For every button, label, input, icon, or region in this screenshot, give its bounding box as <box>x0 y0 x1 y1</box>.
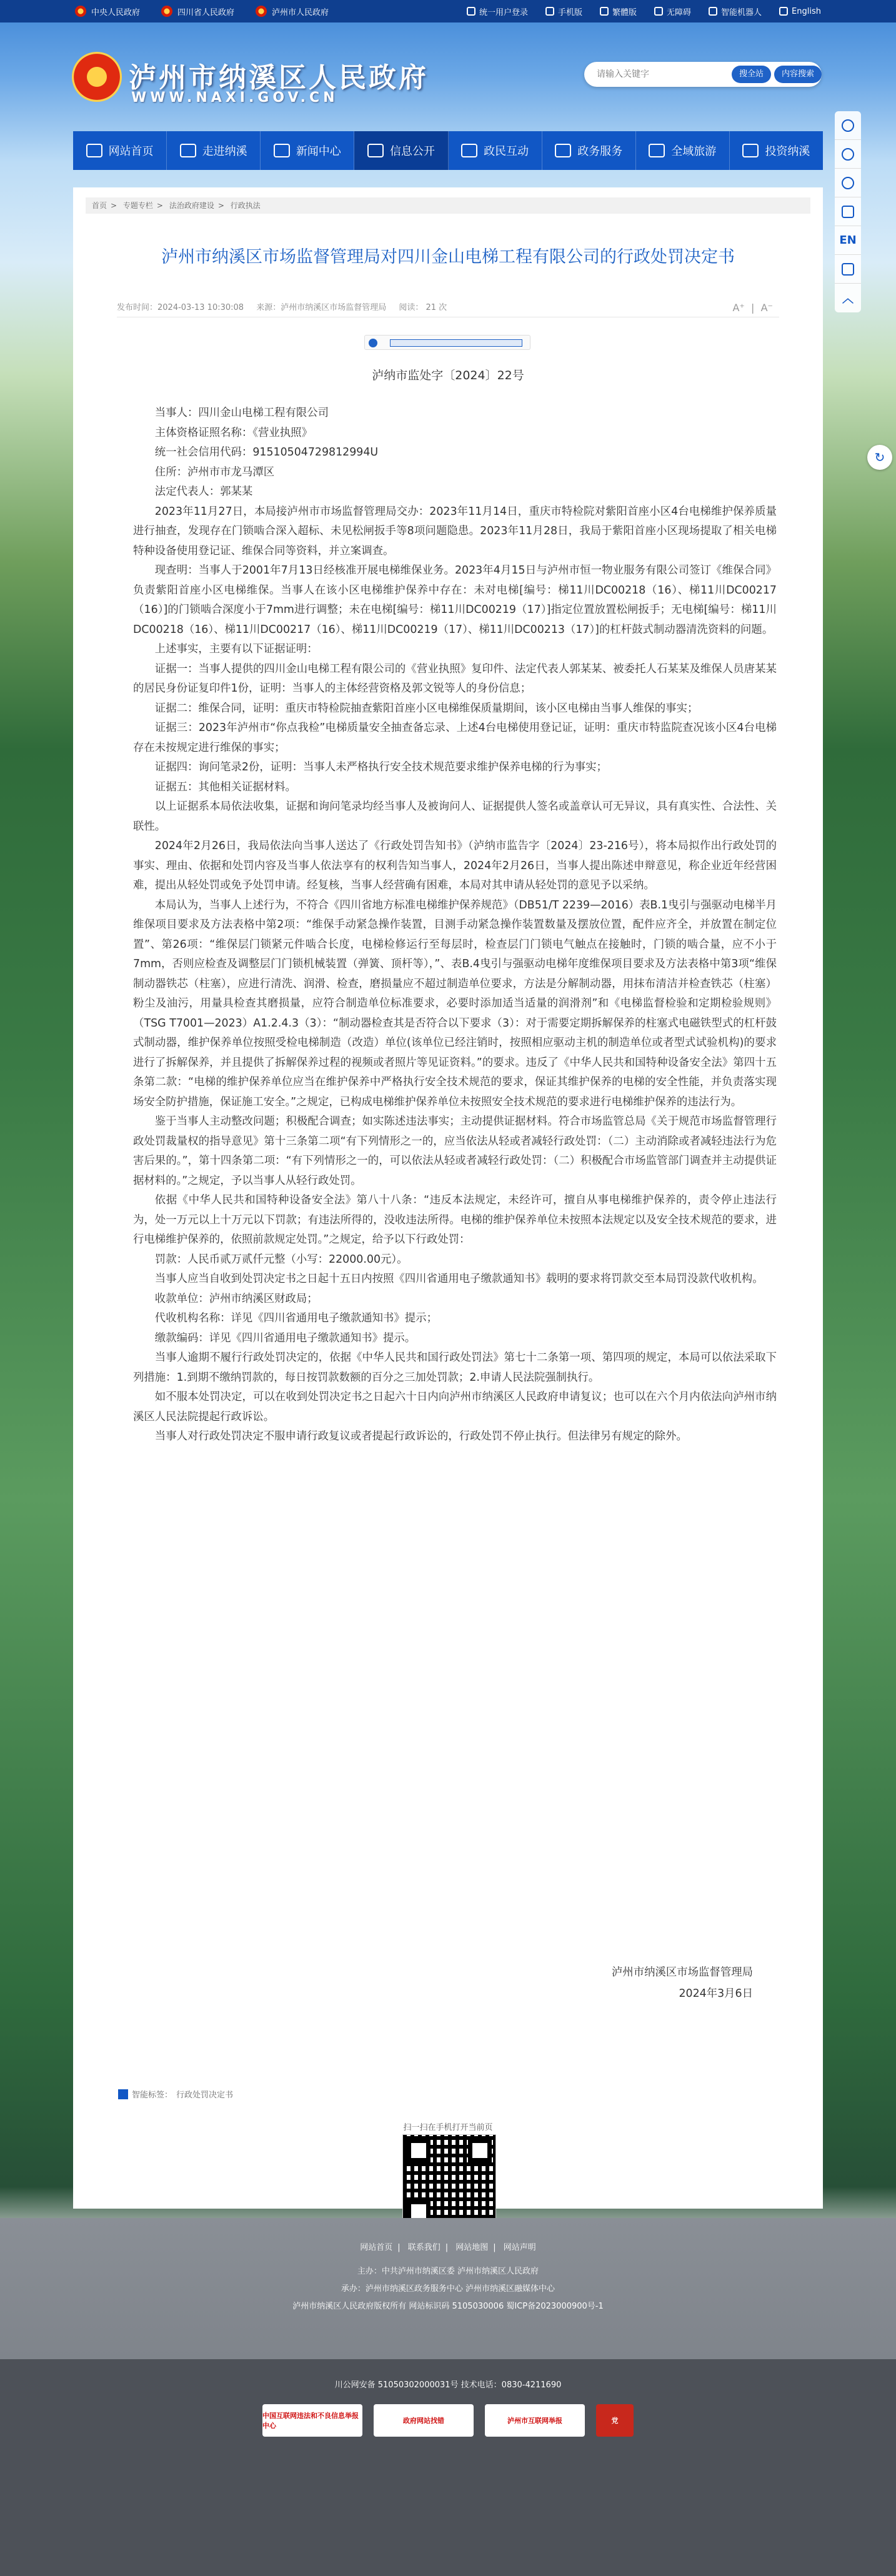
tag-icon <box>118 2089 128 2099</box>
footer-organizer: 承办：泸州市纳溪区政务服务中心 泸州市纳溪区融媒体中心 <box>341 2284 555 2294</box>
signature-block <box>612 1962 753 2004</box>
top-bar <box>0 0 896 22</box>
footer-lower <box>0 2359 896 2576</box>
traditional-icon <box>600 7 609 16</box>
qr-finder <box>468 2139 492 2162</box>
article-paragraph: 现查明：当事人于2001年7月13日经核准开展电梯维保业务。2023年4月15日与泸州市恒一物业服务有限公司签订《维保合同》负责紫阳首座小区电梯维保。当事人在该小区电梯维护保养中存在：未对电梯[编号：梯11川DC00218（16）、梯11川DC00217（16）]的门锁啮合深度小于7mm进行调整；未在电梯[编号：梯11川DC00219（17）]指定位置放置松闸扳手；无电梯[编号：梯11川DC00218（16）、梯11川DC00217（16）、梯11川DC00219（17）、梯11川DC00213（17）]的杠杆鼓式制动器清洗资料的问题。 <box>133 564 777 636</box>
footer-statement-link[interactable]: 网站声明 <box>503 2243 536 2252</box>
article-paragraph: 统一社会信用代码：91510504729812994U <box>154 446 379 459</box>
book-icon <box>367 144 384 157</box>
article-paragraph: 代收机构名称：详见《四川省通用电子缴款通知书》提示； <box>154 1312 437 1325</box>
luzhou-report-badge[interactable]: 泸州市互联网举报 <box>485 2404 585 2437</box>
breadcrumb-law[interactable]: 法治政府建设 <box>169 201 214 210</box>
wechat-icon <box>842 119 854 132</box>
english-button[interactable]: EN <box>835 226 861 255</box>
nav-services[interactable]: 政务服务 <box>542 131 636 170</box>
phone-icon <box>545 7 554 16</box>
article-title: 泸州市纳溪区市场监督管理局对四川金山电梯工程有限公司的行政处罚决定书 <box>161 247 735 267</box>
article-paragraph: 主体资格证照名称：《营业执照》 <box>154 426 312 439</box>
article-paragraph: 证据三：2023年泸州市“你点我检”电梯质量安全抽查备忘录、上述4台电梯使用登记证，证明：重庆市特监院查况该小区4台电梯存在未按规定进行维保的事实； <box>133 722 777 754</box>
english-link[interactable]: English <box>779 7 821 16</box>
article-body <box>133 404 777 1447</box>
footer-sitemap-link[interactable]: 网站地图 <box>455 2243 489 2252</box>
login-link[interactable]: 统一用户登录 <box>467 6 528 17</box>
audio-progress-bar[interactable] <box>390 339 522 347</box>
smart-tags: 智能标签： 行政处罚决定书 <box>118 2088 233 2100</box>
article-paragraph: 鉴于当事人主动整改问题；积极配合调查；如实陈述违法事实；主动提供证据材料。符合市场监管总局《关于规范市场监督管理行政处罚裁量权的指导意见》第十三条第二项“有下列情形之一的，应当依法从轻或者减轻行政处罚：（二）主动消除或者减轻违法行为危害后果的。”，第十四条第二项：“有下列情形之一的，可以依法从轻或者减轻行政处罚：（二）积极配合市场监管部门调查并主动提供证据材料的。”之规定，予以当事人从轻行政处罚。 <box>133 1115 777 1187</box>
document-number: 泸纳市监处字〔2024〕22号 <box>372 369 524 382</box>
breadcrumb-topics[interactable]: 专题专栏 <box>122 201 153 210</box>
footer-links: 网站首页 | 联系我们 | 网站地图 | 网站声明 <box>360 2243 536 2252</box>
footer-contact-link[interactable]: 联系我们 <box>407 2243 441 2252</box>
refresh-icon: ↻ <box>874 450 885 465</box>
phone-icon <box>842 206 854 218</box>
article-paragraph: 当事人应当自收到处罚决定书之日起十五日内按照《四川省通用电子缴款通知书》载明的要求将罚款交至本局罚没款代收机构。 <box>154 1273 764 1285</box>
article-paragraph: 证据四：询问笔录2份，证明：当事人未严格执行安全技术规范要求维护保养电梯的行为事实； <box>154 761 607 773</box>
user-icon <box>467 7 475 16</box>
sign-org: 泸州市纳溪区市场监督管理局 <box>611 1966 753 1979</box>
article-meta: 发布时间：2024-03-13 10:30:08 来源：泸州市纳溪区市场监督管理局 阅读： 21 次 A⁺ | A⁻ <box>117 299 779 317</box>
national-emblem-icon <box>74 54 120 100</box>
nav-news[interactable]: 新闻中心 <box>261 131 354 170</box>
mobile-button[interactable] <box>835 197 861 226</box>
font-larger-button[interactable]: A⁺ <box>732 302 745 314</box>
breadcrumb-home[interactable]: 首页 <box>92 201 107 210</box>
site-domain: WWW.NAXI.GOV.CN <box>131 90 339 106</box>
mobile-link[interactable]: 手机版 <box>545 6 582 17</box>
weibo-icon <box>842 148 854 161</box>
official-account-button[interactable] <box>835 169 861 197</box>
article-paragraph: 当事人：四川金山电梯工程有限公司 <box>154 407 329 419</box>
link-sichuan-gov[interactable]: 四川省人民政府 <box>161 6 234 17</box>
footer-home-link[interactable]: 网站首页 <box>360 2243 393 2252</box>
article-paragraph: 2024年2月26日，我局依法向当事人送达了《行政处罚告知书》（泸纳市监告字〔2024〕23-216号），将本局拟作出行政处罚的事实、理由、依据和处罚内容及当事人依法享有的权利告知当事人，2024年2月26日，当事人提出陈述申辩意见，称企业近年经营困难，提出从轻处罚或免予处罚申请。经复核，当事人经营确有困难，本局对其申请从轻处罚的意见予以采纳。 <box>133 840 777 892</box>
article-paragraph: 收款单位：泸州市纳溪区财政局； <box>154 1292 318 1305</box>
emblem-icon <box>256 6 267 17</box>
article-paragraph: 缴款编码：详见《四川省通用电子缴款通知书》提示。 <box>154 1331 416 1345</box>
home-icon <box>86 144 102 157</box>
search-box <box>584 62 822 87</box>
podcast-icon <box>842 177 854 189</box>
traditional-link[interactable]: 繁體版 <box>600 6 637 17</box>
accessibility-link[interactable]: 无障碍 <box>654 6 691 17</box>
nav-invest[interactable]: 投资纳溪 <box>730 131 823 170</box>
link-luzhou-gov[interactable]: 泸州市人民政府 <box>256 6 329 17</box>
main-nav <box>73 131 823 170</box>
footer-police-record[interactable]: 川公网安备 51050302000031号 技术电话：0830-4211690 <box>334 2380 562 2390</box>
emblem-icon <box>75 6 86 17</box>
report-center-badge[interactable]: 中国互联网违法和不良信息举报中心 <box>262 2404 362 2437</box>
accessibility-icon <box>654 7 663 16</box>
nav-info-public[interactable]: 信息公开 <box>354 131 448 170</box>
link-central-gov[interactable]: 中央人民政府 <box>75 6 140 17</box>
print-button[interactable] <box>835 255 861 284</box>
building-icon <box>180 144 196 157</box>
gov-error-badge[interactable]: 政府网站找错 <box>374 2404 474 2437</box>
accessibility-float-button[interactable] <box>867 445 892 470</box>
breadcrumb: 首页 > 专题专栏 > 法治政府建设 > 行政执法 <box>86 197 810 214</box>
robot-icon <box>709 7 717 16</box>
play-icon[interactable] <box>369 339 377 347</box>
party-badge[interactable]: 党 <box>596 2404 634 2437</box>
search-input[interactable] <box>595 67 733 82</box>
wechat-button[interactable] <box>835 111 861 140</box>
nav-tourism[interactable]: 全域旅游 <box>636 131 730 170</box>
article-paragraph: 住所：泸州市市龙马潭区 <box>154 465 275 479</box>
footer-sponsor: 主办：中共泸州市纳溪区委 泸州市纳溪区人民政府 <box>357 2267 539 2276</box>
globe-icon <box>779 7 788 16</box>
nav-interaction[interactable]: 政民互动 <box>449 131 542 170</box>
weibo-button[interactable] <box>835 140 861 169</box>
article-paragraph: 2023年11月27日，本局接泸州市市场监督管理局交办：2023年11月14日，重庆市特检院对紫阳首座小区4台电梯维护保养质量进行抽查，发现存在门锁啮合深入超标、未见松闸扳手等8项问题隐患。2023年11月28日，我局于紫阳首座小区现场提取了相关电梯特种设备使用登记证、维保合同等资料，并立案调查。 <box>133 505 777 557</box>
footer-copyright: 泸州市纳溪区人民政府版权所有 网站标识码 5105030006 蜀ICP备2023000900号-1 <box>292 2302 604 2311</box>
article-paragraph: 当事人对行政处罚决定不服申请行政复议或者提起行政诉讼的，行政处罚不停止执行。但法律另有规定的除外。 <box>154 1430 687 1443</box>
article-source: 来源：泸州市纳溪区市场监督管理局 <box>256 303 387 312</box>
search-content-button[interactable]: 内容搜索 <box>774 66 822 83</box>
article-panel <box>73 187 823 2209</box>
site-title[interactable]: 泸州市纳溪区人民政府 <box>129 62 429 94</box>
article-paragraph: 如不服本处罚决定，可以在收到处罚决定书之日起六十日内向泸州市纳溪区人民政府申请复议；也可以在六个月内依法向泸州市纳溪区人民法院提起行政诉讼。 <box>133 1391 777 1423</box>
monitor-icon <box>555 144 571 157</box>
article-paragraph: 本局认为，当事人上述行为，不符合《四川省地方标准电梯维护保养规范》（DB51/T 2239—2016）表B.1曳引与强驱动电梯半月维保项目要求及方法表格中第2项：“维保手动紧急操作装置，目测手动紧急操作装置数量及摆放位置，配件应齐全，并放置在制定位置”、第26项：“维保层门锁紧元件啮合长度，电梯检修运行至每层时，检查层门门锁电气触点在接触时，门锁的啮合量，应不小于7mm，否则应检查及调整层门门锁机械装置（弹簧、顶杆等），”、表B.4曳引与强驱动电梯年度维保项目要求及方法表格中第3项“维保制动器铁芯（柱塞），应进行清洗、润滑、检查，磨损量应不超过制造单位要求，方法是分解制动器，用抹布清洁并检查铁芯（柱塞）粉尘及油污，用量具检查其磨损量，应符合制造单位标准要求，必要时添加适当适量的润滑剂”和《电梯监督检验和定期检验规则》（TSG T7001—2023）A1.2.4.3（3）：“制动器检查其是否符合以下要求（3）：对于需要定期拆解保养的柱塞式电磁铁型式的杠杆鼓式制动器，维护保养单位按照受检电梯制造（改造）单位(该单位已经注销时，按照相应驱动主机的制造单位或者型式试验机构)的要求进行了拆解保养，并且提供了拆解保养过程的视频或者照片等见证资料。”的要求。违反了《中华人民共和国特种设备安全法》第四十五条第二款：“电梯的维护保养单位应当在维护保养中严格执行安全技术规范的要求，保证其维护保养的电梯的安全性能，并负责落实现场安全防护措施，保证施工安全。”之规定，已构成电梯维护保养单位未按照安全技术规范的要求进行电梯维护保养的违法行为。 <box>133 898 777 1108</box>
article-paragraph: 罚款：人民币贰万贰仟元整（小写：22000.00元）。 <box>154 1253 408 1266</box>
map-icon <box>649 144 665 157</box>
article-paragraph: 以上证据系本局依法收集，证据和询问笔录均经当事人及被询问人、证据提供人签名或盖章认可无异议，具有真实性、合法性、关联性。 <box>133 800 777 833</box>
qr-caption: 扫一扫在手机打开当前页 <box>403 2123 493 2132</box>
breadcrumb-enforcement[interactable]: 行政执法 <box>230 201 261 210</box>
chat-icon <box>461 144 477 157</box>
emblem-icon <box>161 6 172 17</box>
search-site-button[interactable]: 搜全站 <box>732 66 771 83</box>
sign-date: 2024年3月6日 <box>679 1987 753 2000</box>
font-smaller-button[interactable]: A⁻ <box>760 302 773 314</box>
news-icon <box>274 144 290 157</box>
printer-icon <box>842 263 854 276</box>
article-paragraph: 当事人逾期不履行行政处罚决定的，依据《中华人民共和国行政处罚法》第七十二条第一项、第四项的规定，本局可以依法采取下列措施：1.到期不缴纳罚款的，每日按罚款数额的百分之三加处罚款；2.申请人民法院强制执行。 <box>133 1351 777 1384</box>
site-footer <box>0 2218 896 2576</box>
article-paragraph: 法定代表人：郭某某 <box>154 485 253 498</box>
tag-link[interactable]: 行政处罚决定书 <box>176 2091 234 2100</box>
side-toolbar <box>835 111 861 312</box>
article-paragraph: 证据五：其他相关证据材料。 <box>154 780 296 793</box>
article-paragraph: 上述事实，主要有以下证据证明： <box>154 643 318 655</box>
audio-player <box>364 335 530 350</box>
nav-about[interactable]: 走进纳溪 <box>167 131 261 170</box>
view-count: 阅读： 21 次 <box>399 303 447 312</box>
footer-badges <box>0 2404 896 2437</box>
qr-finder <box>407 2139 431 2162</box>
chevron-up-icon: ︿ <box>842 292 854 306</box>
publish-time: 发布时间：2024-03-13 10:30:08 <box>117 303 244 312</box>
article-paragraph: 依据《中华人民共和国特种设备安全法》第八十八条：“违反本法规定，未经许可，擅自从事电梯维护保养的，责令停止违法行为，处一万元以上十万元以下罚款；有违法所得的，没收违法所得。电梯的维护保养单位未按照本法规定以及安全技术规范的要求，进行电梯维护保养的，依照前款规定处罚。”之规定，给予以下行政处罚： <box>133 1194 777 1246</box>
qr-code <box>402 2134 496 2228</box>
back-to-top-button[interactable] <box>835 284 861 312</box>
robot-link[interactable]: 智能机器人 <box>709 6 762 17</box>
nav-home[interactable]: 网站首页 <box>73 131 167 170</box>
article-paragraph: 证据二：维保合同，证明：重庆市特检院抽查紫阳首座小区电梯维保质量期间，该小区电梯由当事人维保的事实； <box>154 702 699 715</box>
article-paragraph: 证据一：当事人提供的四川金山电梯工程有限公司的《营业执照》复印件、法定代表人郭某某、被委托人石某某及维保人员唐某某的居民身份证复印件1份，证明：当事人的主体经营资格及郭文锐等人的身份信息； <box>133 662 777 695</box>
site-header <box>0 22 896 129</box>
chart-icon <box>742 144 759 157</box>
